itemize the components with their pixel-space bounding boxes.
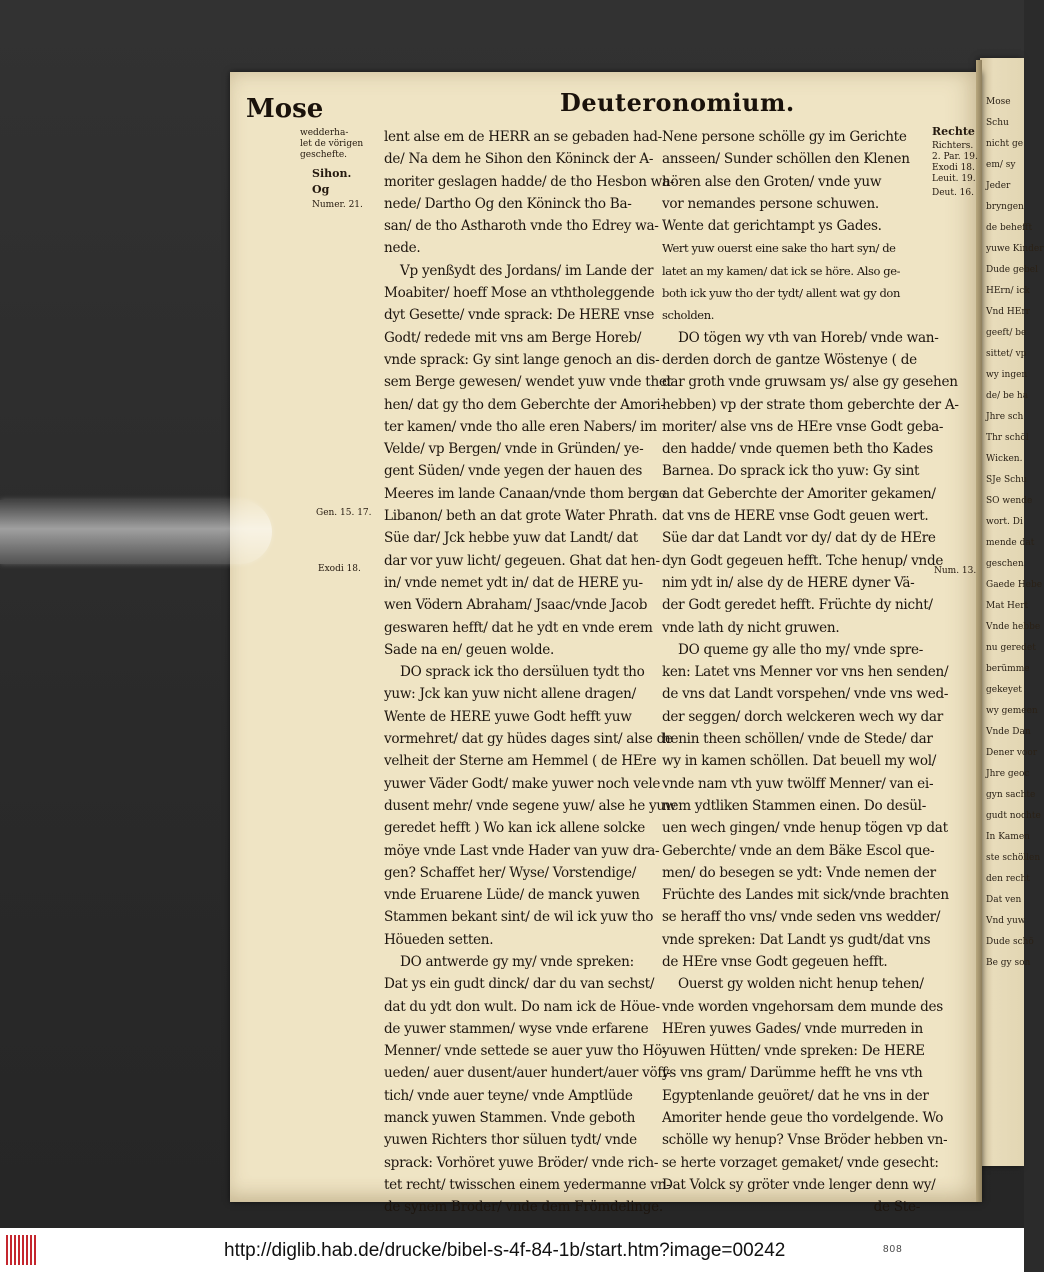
text-line: yuwer Väder Godt/ make yuwer noch vele: [384, 775, 661, 792]
fragment-line: gyn sachte: [986, 790, 1036, 800]
page-edge: [976, 60, 982, 1202]
fragment-line: Jhre sch: [986, 412, 1024, 422]
text-line: in/ vnde nemet ydt in/ dat de HERE yu-: [384, 574, 643, 591]
text-line: Menner/ vnde settede se auer yuw tho Hö-: [384, 1043, 667, 1060]
text-line: nede.: [384, 240, 421, 257]
fragment-line: gekeyet: [986, 685, 1022, 695]
text-line: geswaren hefft/ dat he ydt en vnde erem: [384, 619, 653, 636]
margin-note: Exodi 18.: [932, 163, 975, 173]
fragment-line: nu geredet: [986, 643, 1036, 653]
fragment-line: bryngen: [986, 202, 1024, 212]
text-line: wen Vödern Abraham/ Jsaac/vnde Jacob: [384, 597, 648, 614]
text-line: Sade na en/ geuen wolde.: [384, 641, 555, 658]
text-line: yuwen Richters thor süluen tydt/ vnde: [384, 1132, 637, 1149]
margin-note: Num. 13.: [934, 566, 977, 576]
fragment-line: Gaede Hebe: [986, 580, 1043, 590]
text-column-left: [384, 126, 677, 1219]
page-holder-strap: [0, 500, 272, 564]
text-line: schölle wy henup? Vnse Bröder hebben vn-: [662, 1132, 948, 1149]
margin-note: geschefte.: [300, 150, 348, 160]
fragment-line: yuwe Kinder: [986, 244, 1044, 254]
text-line: Geberchte/ vnde an dem Bäke Escol que-: [662, 842, 935, 859]
fragment-line: HErn/ ick: [986, 286, 1030, 296]
fragment-line: de behefft: [986, 223, 1033, 233]
fragment-line: Dude schö: [986, 937, 1034, 947]
fragment-line: Mat Hert: [986, 601, 1029, 611]
fragment-line: ste schöllen: [986, 853, 1041, 863]
text-line: Wente dat gerichtampt ys Gades.: [662, 218, 882, 235]
running-head: Deuteronomium.: [560, 88, 795, 117]
text-line: nim ydt in/ alse dy de HERE dyner Vä-: [662, 574, 915, 591]
fragment-line: de/ be ha: [986, 391, 1029, 401]
text-line: DO sprack ick tho dersüluen tydt tho: [400, 664, 645, 681]
text-line: de synem Broder/ vnde dem Frömdelinge.: [384, 1199, 663, 1216]
margin-title: Mose: [246, 94, 324, 124]
fragment-line: Dener voor: [986, 748, 1038, 758]
margin-note: 2. Par. 19.: [932, 152, 978, 162]
text-line: nem ydtliken Stammen einen. Do desül-: [662, 797, 927, 814]
fragment-line: em/ sy: [986, 160, 1016, 170]
text-line: Dat ys ein gudt dinck/ dar du van sechst/: [384, 976, 655, 993]
text-line: nede/ Dartho Og den Köninck tho Ba-: [384, 195, 632, 212]
text-line: ken: Latet vns Menner vor vns hen senden/: [662, 664, 949, 681]
text-line: ys vns gram/ Darümme hefft he vns vth: [662, 1065, 923, 1082]
text-line: vnde nam vth yuw twölff Menner/ van ei-: [662, 775, 934, 792]
text-line: derden dorch de gantze Wöstenye ( de: [662, 351, 917, 368]
text-line: Stammen bekant sint/ de wil ick yuw tho: [384, 909, 654, 926]
margin-note: wedderha-: [300, 128, 349, 138]
text-line: ter kamen/ vnde tho alle eren Nabers/ im: [384, 418, 657, 435]
text-line: Nene persone schölle gy im Gerichte: [662, 129, 907, 145]
library-logo-icon: [6, 1234, 40, 1266]
next-page-sliver: [980, 58, 1044, 1166]
text-line: tet recht/ twisschen einem yedermanne vn-: [384, 1176, 671, 1193]
text-line: ansseen/ Sunder schöllen den Klenen: [662, 151, 910, 168]
text-line: se heraff tho vns/ vnde seden vns wedder/: [662, 909, 941, 926]
margin-note: Sihon.: [312, 167, 352, 180]
text-line: hebben) vp der strate thom geberchte der A-: [662, 396, 959, 413]
text-line: san/ de tho Astharoth vnde tho Edrey wa-: [384, 218, 659, 235]
fragment-line: geschen: [986, 559, 1024, 569]
text-line: der Godt geredet hefft. Früchte dy nicht/: [662, 597, 933, 614]
text-line: Godt/ redede mit vns am Berge Horeb/: [384, 329, 642, 346]
text-line: der seggen/ dorch welckeren wech wy dar: [662, 708, 943, 725]
fragment-line: wy gemeen: [986, 706, 1038, 716]
fragment-line: geeft/ be: [986, 328, 1027, 338]
text-line: Velde/ vp Bergen/ vnde in Gründen/ ye-: [384, 441, 644, 458]
text-line: dyt Gesette/ vnde sprack: De HERE vnse: [384, 307, 655, 324]
fragment-line: Wicken.: [986, 454, 1023, 464]
text-line: scholden.: [662, 308, 714, 323]
fragment-line: wort. Di: [986, 517, 1023, 527]
text-line: wy in kamen schöllen. Dat beuell my wol/: [662, 753, 937, 770]
page-signature: 808: [883, 1244, 903, 1255]
text-line: vnde worden vngehorsam dem munde des: [662, 998, 943, 1015]
text-line: dyn Godt gegeuen hefft. Tche henup/ vnde: [662, 552, 944, 569]
fragment-line: Jhre geoc: [986, 769, 1030, 779]
text-line: vormehret/ dat gy hüdes dages sint/ alse de: [384, 731, 673, 748]
text-line: Vp yenßydt des Jordans/ im Lande der: [400, 262, 654, 279]
fragment-line: berümme: [986, 664, 1030, 674]
text-line: geredet hefft ) Wo kan ick allene solcke: [384, 820, 645, 837]
text-line: Amoriter hende geue tho vordelgende. Wo: [662, 1110, 944, 1127]
text-line: both ick yuw tho der tydt/ allent wat gy don: [662, 286, 900, 301]
text-line: Meeres im lande Canaan/vnde thom berge: [384, 485, 667, 502]
text-line: dat du ydt don wult. Do nam ick de Höue-: [384, 998, 660, 1015]
text-line: möye vnde Last vnde Hader van yuw dra-: [384, 842, 660, 859]
text-line: hen/ dat gy tho dem Geberchte der Amori-: [384, 396, 665, 413]
margin-note: Og: [312, 183, 330, 196]
text-line: gen? Schaffet her/ Wyse/ Vorstendige/: [384, 864, 637, 881]
text-line: Wente de HERE yuwe Godt hefft yuw: [384, 708, 632, 725]
text-line: vnde lath dy nicht gruwen.: [662, 619, 840, 636]
fragment-line: wy ingen: [986, 370, 1028, 380]
text-line: gent Süden/ vnde yegen der hauen des: [384, 463, 643, 480]
text-line: sem Berge gewesen/ wendet yuw vnde thet: [384, 374, 672, 391]
margin-note: Rechte: [932, 125, 975, 138]
text-line: dusent mehr/ vnde segene yuw/ alse he yuw: [384, 797, 677, 814]
text-line: hören alse den Groten/ vnde yuw: [662, 173, 882, 190]
text-line: tich/ vnde auer teyne/ vnde Amptlüde: [384, 1087, 633, 1104]
fragment-line: Thr schöl: [986, 433, 1029, 443]
margin-note: Leuit. 19.: [932, 174, 976, 184]
text-line: vor nemandes persone schuwen.: [662, 195, 879, 212]
text-line: den hadde/ vnde quemen beth tho Kades: [662, 441, 933, 458]
margin-note: Deut. 16.: [932, 188, 974, 198]
text-line: dar groth vnde gruwsam ys/ alse gy gesehen: [662, 374, 958, 391]
text-line: vnde sprack: Gy sint lange genoch an dis-: [384, 351, 660, 368]
text-line: Früchte des Landes mit sick/vnde brachten: [662, 887, 949, 904]
fragment-line: Jeder: [986, 181, 1011, 191]
text-line: henin theen schöllen/ vnde de Stede/ dar: [662, 731, 933, 748]
fragment-line: den recht: [986, 874, 1030, 884]
text-line: se herte vorzaget gemaket/ vnde gesecht:: [662, 1154, 939, 1171]
fragment-line: In Kamen: [986, 832, 1030, 842]
text-line: DO antwerde gy my/ vnde spreken:: [400, 953, 634, 970]
text-line: DO queme gy alle tho my/ vnde spre-: [678, 641, 924, 658]
text-line: de HEre vnse Godt gegeuen hefft.: [662, 953, 888, 970]
fragment-line: Be gy son: [986, 958, 1031, 968]
source-url[interactable]: http://diglib.hab.de/drucke/bibel-s-4f-84-1b/start.htm?image=00242: [224, 1240, 786, 1261]
fragment-line: Vnde hebbe: [986, 622, 1041, 632]
margin-note: Numer. 21.: [312, 200, 363, 210]
margin-note: Richters.: [932, 141, 974, 151]
text-line: latet an my kamen/ dat ick se höre. Also ge-: [662, 263, 901, 278]
text-line: Süe dar dat Landt vor dy/ dat dy de HEre: [662, 530, 936, 547]
text-line: Wert yuw ouerst eine sake tho hart syn/ de: [662, 241, 896, 256]
text-line: velheit der Sterne am Hemmel ( de HEre: [384, 753, 657, 770]
text-line: Moabiter/ hoeff Mose an vththoleggende: [384, 285, 655, 302]
fragment-line: Schu: [986, 118, 1009, 128]
text-line: moriter geslagen hadde/ de tho Hesbon wa-: [384, 173, 675, 190]
text-line: Süe dar/ Jck hebbe yuw dat Landt/ dat: [384, 530, 638, 547]
text-line: Barnea. Do sprack ick tho yuw: Gy sint: [662, 463, 920, 480]
text-line: Libanon/ beth an dat grote Water Phrath.: [384, 508, 658, 525]
fragment-line: Mose: [986, 97, 1011, 107]
text-line: DO tögen wy vth van Horeb/ vnde wan-: [678, 329, 939, 346]
text-line: dar vor yuw licht/ gegeuen. Ghat dat hen-: [384, 552, 660, 569]
fragment-line: nicht ge: [986, 139, 1024, 149]
text-line: Höueden setten.: [384, 931, 494, 948]
text-line: sprack: Vorhöret yuwe Bröder/ vnde rich-: [384, 1154, 659, 1171]
text-line: de/ Na dem he Sihon den Köninck der A-: [384, 151, 654, 168]
text-line: Ouerst gy wolden nicht henup tehen/: [678, 976, 924, 993]
text-line: HEren yuwes Gades/ vnde murreden in: [662, 1020, 924, 1037]
fragment-line: Vnd HErr: [986, 307, 1030, 317]
fragment-line: sittet/ vp: [986, 349, 1027, 359]
text-line: vnde Eruarene Lüde/ de manck yuwen: [384, 887, 640, 904]
fragment-line: Dude gebel: [986, 265, 1039, 275]
text-line: manck yuwen Stammen. Vnde geboth: [384, 1110, 636, 1127]
fragment-line: SO wende: [986, 496, 1033, 506]
fragment-line: SJe Schu: [986, 475, 1027, 485]
text-line: vnde spreken: Dat Landt ys gudt/dat vns: [662, 931, 931, 948]
fragment-line: Vnd yuw: [986, 916, 1026, 926]
fragment-line: Vnde Dan: [986, 727, 1031, 737]
margin-note: let de vörigen: [300, 139, 364, 149]
margin-note: Gen. 15. 17.: [316, 508, 372, 518]
text-line: uen wech gingen/ vnde henup tögen vp dat: [662, 820, 948, 837]
fragment-line: gudt nochte: [986, 811, 1041, 821]
fragment-line: Dat ven: [986, 895, 1022, 905]
fragment-line: mende dat: [986, 538, 1035, 548]
text-line: de yuwer stammen/ wyse vnde erfarene: [384, 1020, 649, 1037]
text-line: Egyptenlande geuöret/ dat he vns in der: [662, 1087, 929, 1104]
text-line: yuw: Jck kan yuw nicht allene dragen/: [384, 686, 636, 703]
text-line: an dat Geberchte der Amoriter gekamen/: [662, 485, 936, 502]
text-line: ueden/ auer dusent/auer hundert/auer vöff-: [384, 1065, 671, 1082]
text-line: yuwen Hütten/ vnde spreken: De HERE: [662, 1043, 925, 1060]
text-line: Dat Volck sy gröter vnde lenger denn wy/: [662, 1176, 936, 1193]
text-line: de vns dat Landt vorspehen/ vnde vns wed-: [662, 686, 949, 703]
text-line: moriter/ alse vns de HEre vnse Godt geba-: [662, 418, 944, 435]
text-line: men/ do besegen se ydt: Vnde nemen der: [662, 864, 936, 881]
text-line: lent alse em de HERR an se gebaden had-: [384, 129, 662, 145]
text-line: dat vns de HERE vnse Godt geuen wert.: [662, 508, 929, 525]
margin-note: Exodi 18.: [318, 564, 361, 574]
text-line: de Ste-: [873, 1199, 920, 1216]
